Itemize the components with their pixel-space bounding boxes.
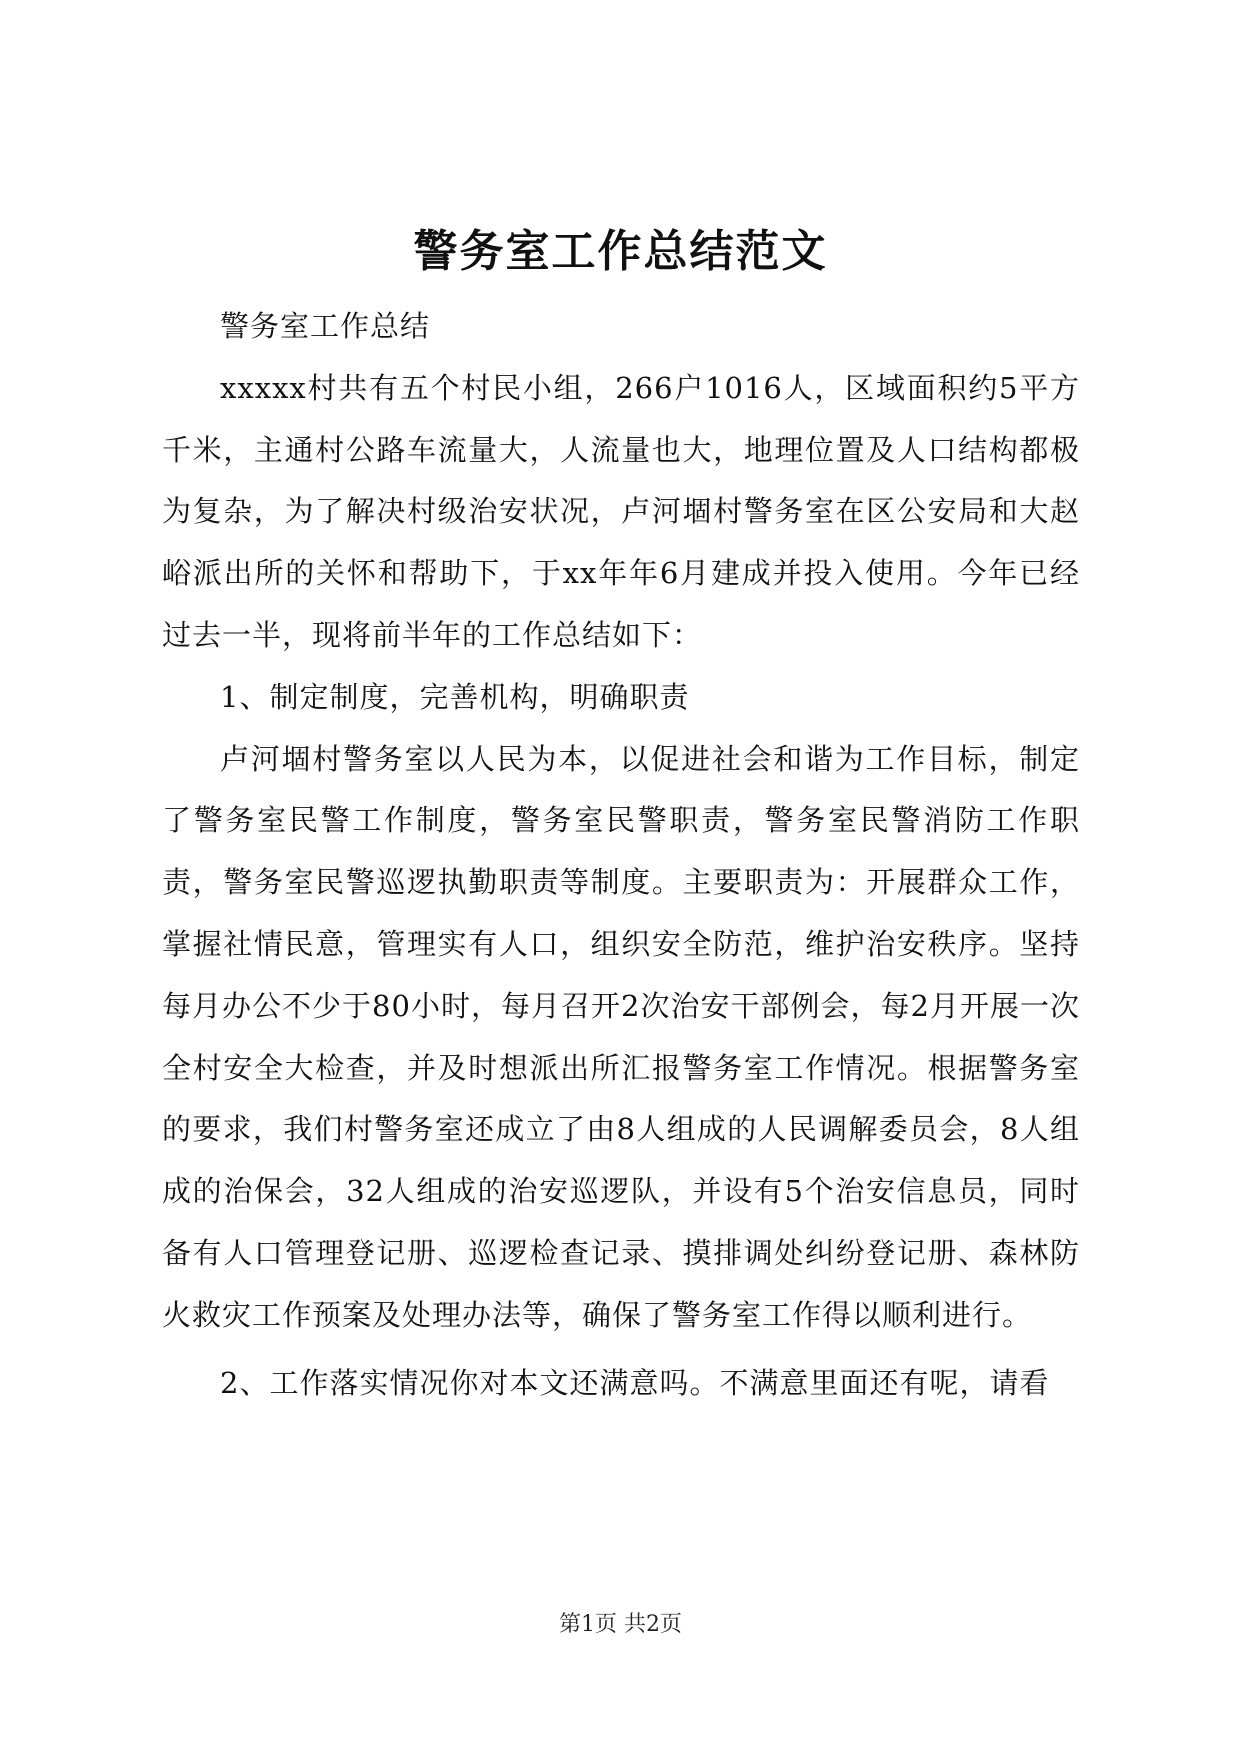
section-1-heading: 1、制定制度，完善机构，明确职责	[220, 679, 690, 714]
section-1-body-paragraph: 卢河堌村警务室以人民为本，以促进社会和谐为工作目标，制定了警务室民警工作制度，警务室民警职责，警务室民警消防工作职责，警务室民警巡逻执勤职责等制度。主要职责为：开展群众工作，掌握社情民意，管理实有人口，组织安全防范，维护治安秩序。坚持每月办公不少于80小时，每月召开2次治安干部例会，每2月开展一次全村安全大检查，并及时想派出所汇报警务室工作情况。根据警务室的要求，我们村警务室还成立了由8人组成的人民调解委员会，8人组成的治保会，32人组成的治安巡逻队，并设有5个治安信息员，同时备有人口管理登记册、巡逻检查记录、摸排调处纠纷登记册、森林防火救灾工作预案及处理办法等，确保了警务室工作得以顺利进行。	[162, 741, 1080, 1332]
intro-paragraph: xxxxx村共有五个村民小组，266户1016人，区域面积约5平方千米，主通村公路车流量大，人流量也大，地理位置及人口结构都极为复杂，为了解决村级治安状况，卢河堌村警务室在区公安局和大赵峪派出所的关怀和帮助下，于xx年年6月建成并投入使用。今年已经过去一半，现将前半年的工作总结如下：	[162, 370, 1080, 652]
document-body	[162, 296, 1080, 1414]
document-title: 警务室工作总结范文	[413, 226, 828, 277]
section-heading-paragraph: 警务室工作总结	[220, 309, 431, 343]
section-2-heading: 2、工作落实情况你对本文还满意吗。不满意里面还有呢，请看	[220, 1365, 1050, 1400]
page-footer: 第1页 共2页	[559, 1612, 682, 1637]
